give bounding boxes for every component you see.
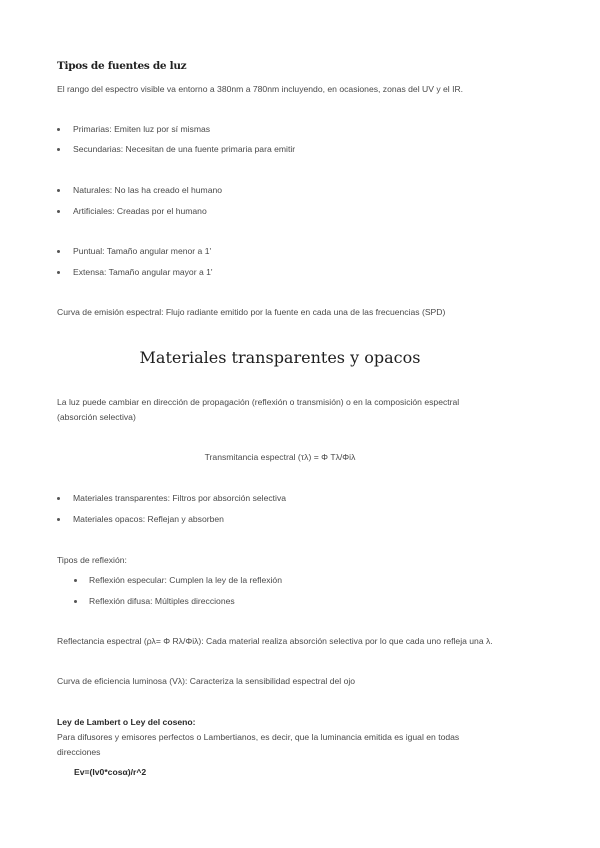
- lambert-formula: Ev=(Iv0*cosα)/r^2: [74, 767, 147, 777]
- bullet-icon: [57, 210, 60, 213]
- bullet-icon: [57, 497, 60, 500]
- lambert-title: Ley de Lambert o Ley del coseno:: [57, 717, 196, 727]
- bullet-icon: [57, 250, 60, 253]
- bullet-icon: [57, 518, 60, 521]
- section-title-materiales: Materiales transparentes y opacos: [139, 348, 421, 367]
- lambert-paragraph-line2: direcciones: [57, 747, 101, 757]
- eficiencia-paragraph: Curva de eficiencia luminosa (Vλ): Caracteriza la sensibilidad espectral del ojo: [57, 676, 356, 686]
- lambert-paragraph-line1: Para difusores y emisores perfectos o Lambertianos, es decir, que la luminancia emitida es igual en todas: [57, 732, 460, 742]
- bullet-icon: [74, 600, 77, 603]
- intro-paragraph: El rango del espectro visible va entorno a 380nm a 780nm incluyendo, en ocasiones, zonas del UV y el IR.: [57, 84, 464, 94]
- bullet-icon: [57, 189, 60, 192]
- bullet-icon: [74, 579, 77, 582]
- spd-paragraph: Curva de emisión espectral: Flujo radiante emitido por la fuente en cada una de las frecuencias (SPD): [57, 307, 446, 317]
- reflectancia-paragraph: Reflectancia espectral (ρλ= Φ Rλ/Φiλ): Cada material realiza absorción selectiva por lo que cada uno refleja una λ.: [57, 636, 493, 646]
- bullet-icon: [57, 148, 60, 151]
- transmitancia-formula: Transmitancia espectral (τλ) = Φ Tλ/Φiλ: [204, 452, 356, 462]
- bullet-icon: [57, 271, 60, 274]
- intro-paragraph-line2: (absorción selectiva): [57, 412, 136, 422]
- bullet-icon: [57, 128, 60, 131]
- section-title-fuentes: Tipos de fuentes de luz: [57, 60, 187, 72]
- intro-paragraph-line1: La luz puede cambiar en dirección de propagación (reflexión o transmisión) o en la composición espectral: [57, 397, 460, 407]
- reflexion-title: Tipos de reflexión:: [57, 555, 127, 565]
